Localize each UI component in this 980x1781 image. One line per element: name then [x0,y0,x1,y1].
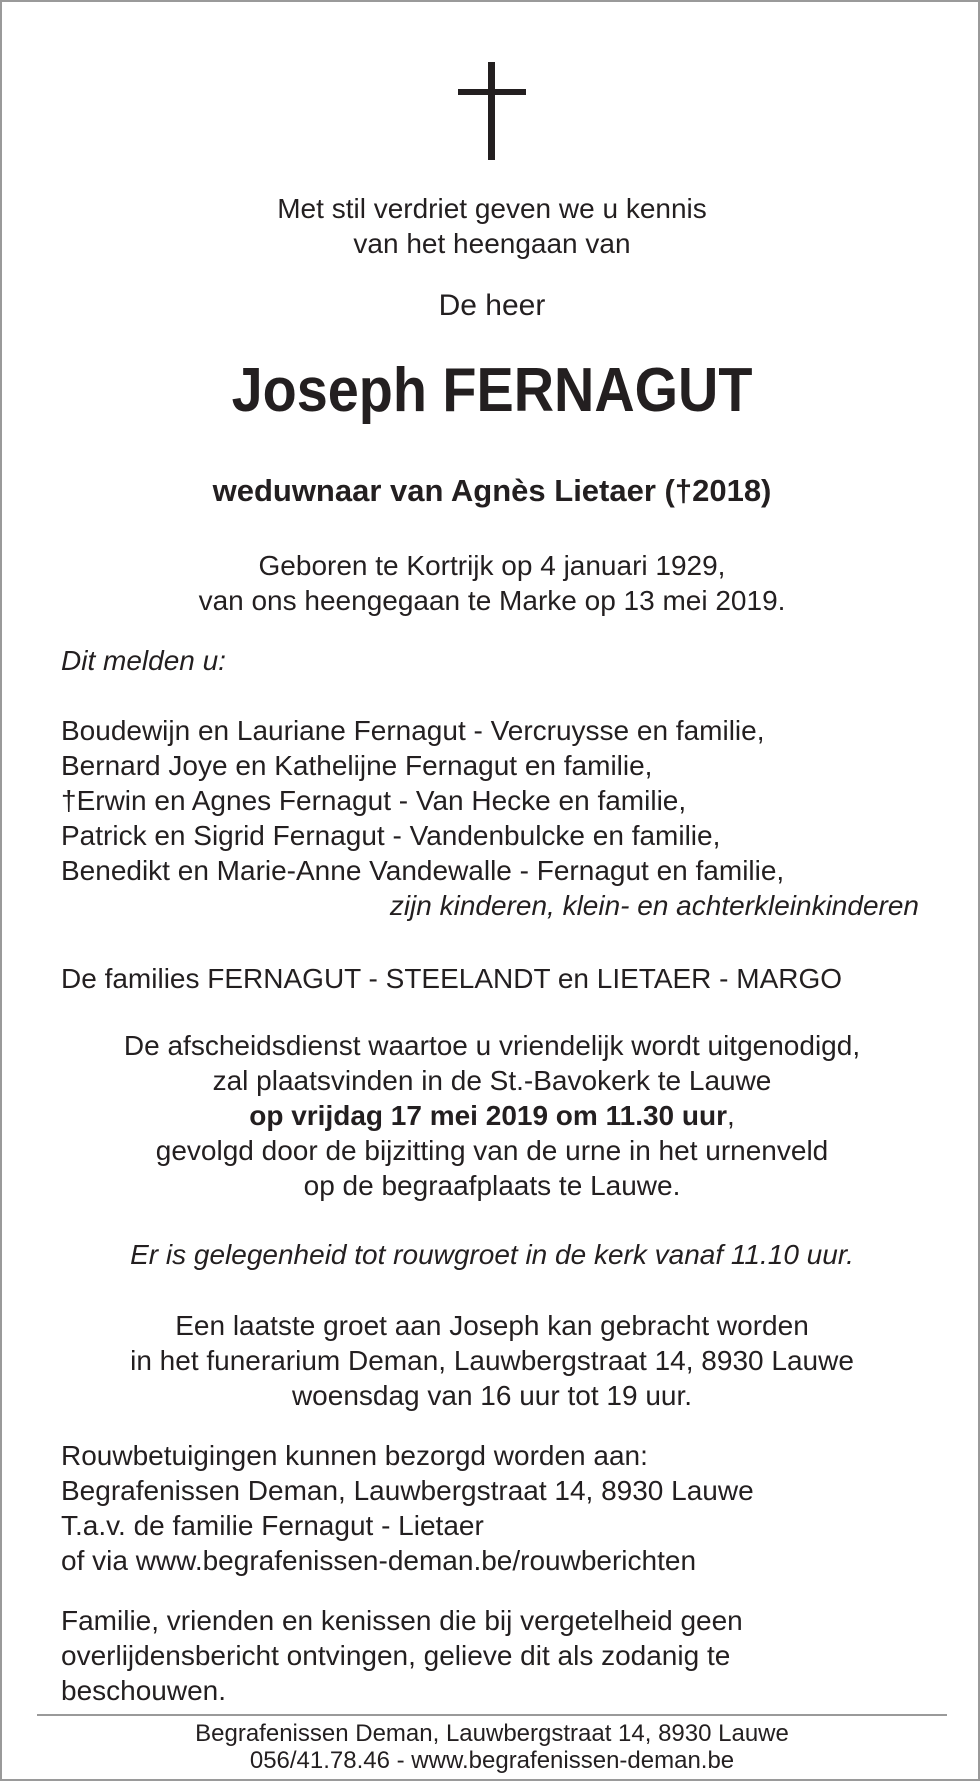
salutation: De heer [438,289,546,322]
spouse-line: weduwnaar van Agnès Lietaer (†2018) [212,473,772,508]
footer-contact: 056/41.78.46 - www.begrafenissen-deman.be [249,1747,735,1774]
list-item: Patrick en Sigrid Fernagut - Vandenbulcke en familie, [61,820,721,851]
deceased-name: Joseph FERNAGUT [231,356,753,425]
birth-death-text: Geboren te Kortrijk op 4 januari 1929, van ons heengegaan te Marke op 13 mei 2019. [198,550,786,616]
announcers-heading: Dit melden u: [61,645,226,676]
families-line: De families FERNAGUT - STEELANDT en LIETAER - MARGO [61,963,843,994]
service-date: op vrijdag 17 mei 2019 om 11.30 uur [249,1100,727,1131]
visit-text: Een laatste groet aan Joseph kan gebracht worden in het funerarium Deman, Lauwbergstraat 14, 8930 Lauwe woensdag van 16 uur tot 19 uur. [130,1310,854,1411]
intro-text: Met stil verdriet geven we u kennis van het heengaan van [277,193,707,259]
closing-text: Familie, vrienden en kenissen die bij vergetelheid geen overlijdensbericht ontvingen, gelieve dit als zodanig te beschouwen. [61,1605,743,1706]
list-item: Boudewijn en Lauriane Fernagut - Vercruysse en familie, [61,715,765,746]
service-text: De afscheidsdienst waartoe u vriendelijk wordt uitgenodigd, zal plaatsvinden in de St.-Bavokerk te Lauwe op vrijdag 17 mei 2019 om 11.30 uur, gevolgd door de bijzitting van de urne in het urnenveld op de begraafplaats te Lauwe. [123,1030,861,1201]
children-caption: zijn kinderen, klein- en achterkleinkinderen [389,890,919,921]
condolence-note: Er is gelegenheid tot rouwgroet in de kerk vanaf 11.10 uur. [130,1239,854,1270]
footer-divider [37,1714,947,1716]
list-item: Benedikt en Marie-Anne Vandewalle - Fernagut en familie, [61,855,785,886]
footer-address: Begrafenissen Deman, Lauwbergstraat 14, 8930 Lauwe [195,1720,789,1747]
cross-icon [458,62,526,160]
list-item: †Erwin en Agnes Fernagut - Van Hecke en familie, [61,785,687,816]
address-block: Rouwbetuigingen kunnen bezorgd worden aan: Begrafenissen Deman, Lauwbergstraat 14, 8930 Lauwe T.a.v. de familie Fernagut - Lietaer of via www.begrafenissen-deman.be/rouwberichten [61,1440,754,1576]
children-list [61,713,941,888]
list-item: Bernard Joye en Kathelijne Fernagut en familie, [61,750,653,781]
